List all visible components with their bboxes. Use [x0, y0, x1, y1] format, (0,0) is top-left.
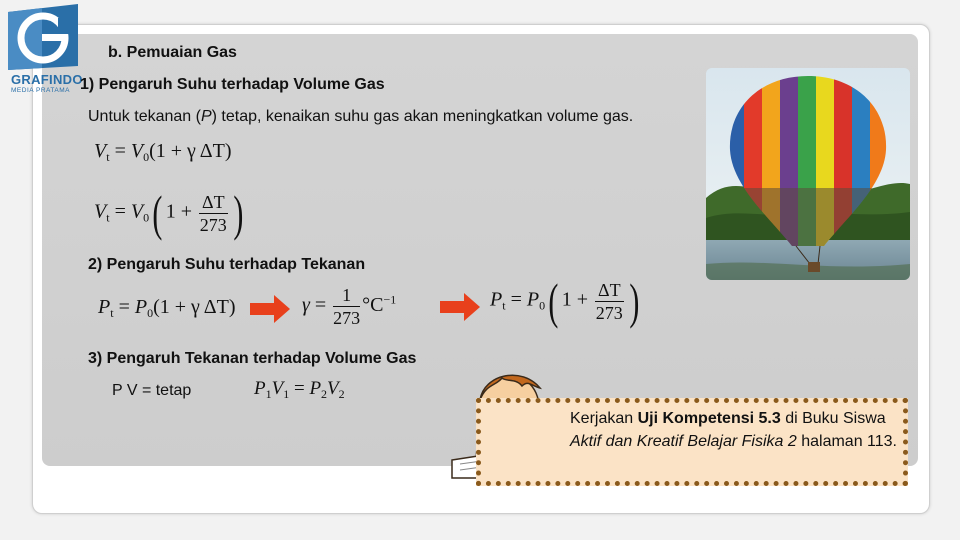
right-arrow-icon: [250, 295, 290, 323]
subsection2-heading: 2) Pengaruh Suhu terhadap Tekanan: [88, 256, 366, 273]
formula-boyle: $P_1V_1 = P_2V_2$: [254, 378, 345, 401]
subsection1-heading: 1) Pengaruh Suhu terhadap Volume Gas: [80, 76, 385, 93]
sentence-part-a: Untuk tekanan (: [88, 108, 201, 125]
logo-name: GRAFINDO: [11, 72, 83, 87]
task-instruction: Kerjakan Uji Kompetensi 5.3 di Buku Siswa Aktif dan Kreatif Belajar Fisika 2 halaman 113.: [570, 410, 897, 450]
formula-volume-fraction: $V_t = V_0$( 1 + $\frac{\Delta T}{273}$ ): [94, 185, 243, 241]
grafindo-logo: [4, 4, 84, 96]
formula-gamma: γ = $\frac{1}{273}$ $^\circ C^{-1}$: [302, 285, 397, 328]
subsection1-sentence: [88, 108, 633, 126]
boyle-statement: P V = tetap: [112, 382, 192, 399]
formula-volume-linear: $V_t = V_0(1 + \gamma$ ΔT): [94, 140, 232, 164]
formula-pressure-linear: $P_t = P_0(1 + \gamma$ ΔT): [98, 296, 236, 320]
grafindo-logo-mark: [4, 4, 82, 72]
sentence-p: P: [200, 108, 212, 125]
hot-air-balloon-image: [706, 68, 910, 280]
formula-pressure-fraction: $P_t = P_0$( 1 + $\frac{\Delta T}{273}$ ): [490, 273, 639, 329]
sentence-part-b: ) tetap, kenaikan suhu gas akan meningkatkan volume gas.: [211, 108, 634, 125]
subsection3-heading: 3) Pengaruh Tekanan terhadap Volume Gas: [88, 350, 417, 367]
right-arrow-icon: [440, 293, 480, 321]
logo-subtitle: MEDIA PRATAMA: [11, 87, 70, 94]
section-title: b. Pemuaian Gas: [108, 44, 237, 61]
